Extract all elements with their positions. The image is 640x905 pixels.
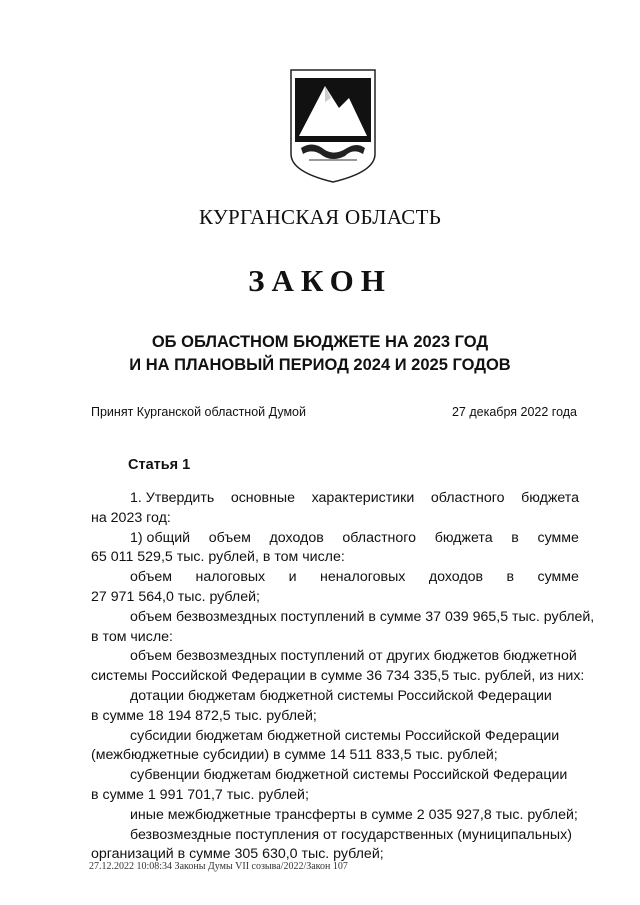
paragraph-line: субвенции бюджетам бюджетной системы Российской Федерации xyxy=(130,767,568,784)
adoption-body: Принят Курганской областной Думой xyxy=(91,405,306,419)
paragraph-line: субсидии бюджетам бюджетной системы Российской Федерации xyxy=(130,727,560,744)
paragraph-line: (межбюджетные субсидии) в сумме 14 511 833,5 тыс. рублей; xyxy=(91,747,498,764)
paragraph-line: на 2023 год: xyxy=(91,509,171,526)
paragraph-line: в сумме 1 991 701,7 тыс. рублей; xyxy=(91,786,309,803)
law-title-line-1: ОБ ОБЛАСТНОМ БЮДЖЕТЕ НА 2023 ГОД xyxy=(151,333,489,351)
article-heading: Статья 1 xyxy=(128,457,191,473)
paragraph-line: 1) общий объем доходов областного бюджета в сумме xyxy=(130,529,579,546)
paragraph-line: 1. Утвердить основные характеристики областного бюджета xyxy=(130,490,579,506)
paragraph-line: объем безвозмездных поступлений в сумме 37 039 965,5 тыс. рублей, xyxy=(130,608,595,625)
paragraph-line: иные межбюджетные трансферты в сумме 2 035 927,8 тыс. рублей; xyxy=(130,806,578,823)
registration-stamp: 27.12.2022 10:08:34 Законы Думы VII созыва/2022/Закон 107 xyxy=(89,861,348,872)
paragraph-line: в том числе: xyxy=(91,628,173,645)
adoption-date: 27 декабря 2022 года xyxy=(451,405,577,419)
paragraph-line: безвозмездные поступления от государственных (муниципальных) xyxy=(130,826,572,843)
paragraph-line: 65 011 529,5 тыс. рублей, в том числе: xyxy=(91,549,345,566)
paragraph-line: организаций в сумме 305 630,0 тыс. рублей; xyxy=(91,846,384,863)
paragraph-line: 27 971 564,0 тыс. рублей; xyxy=(91,588,260,605)
article-body xyxy=(91,489,595,865)
paragraph-line: системы Российской Федерации в сумме 36 734 335,5 тыс. рублей, из них: xyxy=(91,668,585,685)
document-type: ЗАКОН xyxy=(248,263,392,298)
coat-of-arms-icon xyxy=(287,64,379,186)
law-title-line-2: И НА ПЛАНОВЫЙ ПЕРИОД 2024 И 2025 ГОДОВ xyxy=(129,356,511,374)
region-name: КУРГАНСКАЯ ОБЛАСТЬ xyxy=(198,205,442,229)
paragraph-line: объем безвозмездных поступлений от других бюджетов бюджетной xyxy=(130,648,577,665)
paragraph-line: в сумме 18 194 872,5 тыс. рублей; xyxy=(91,707,317,724)
paragraph-line: дотации бюджетам бюджетной системы Российской Федерации xyxy=(130,687,552,704)
paragraph-line: объем налоговых и неналоговых доходов в сумме xyxy=(130,569,579,586)
